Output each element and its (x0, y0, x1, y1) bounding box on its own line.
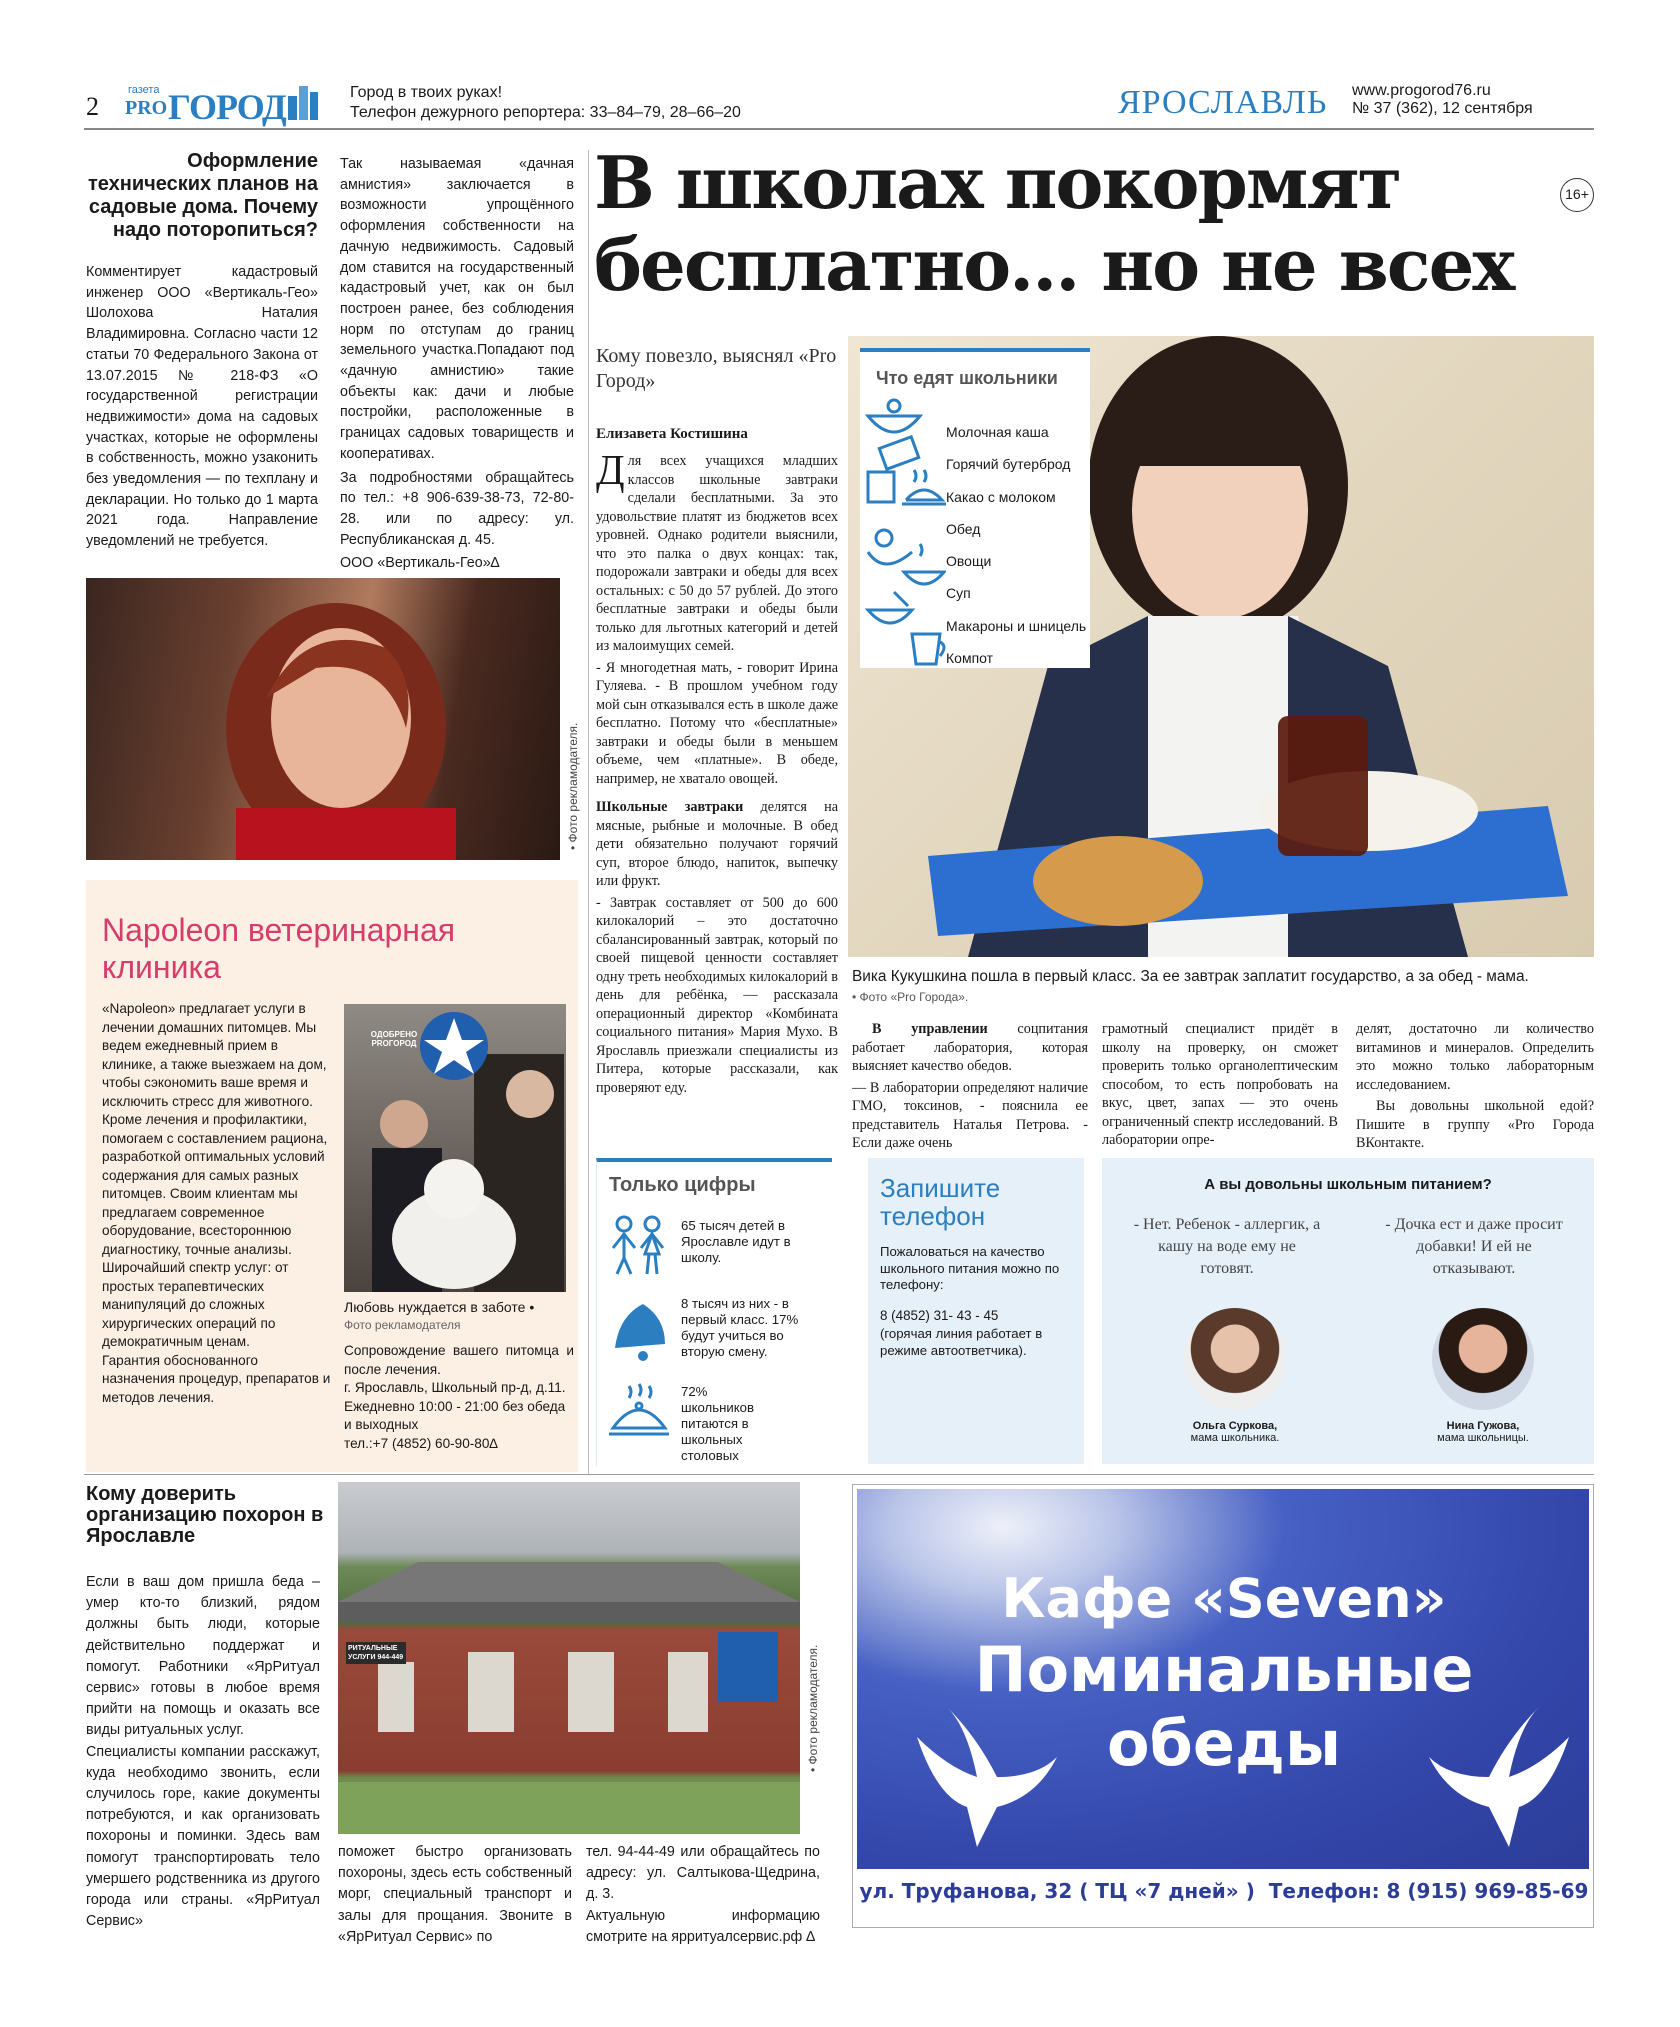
logo-buildings-icon (286, 82, 320, 122)
napoleon-title: Napoleon ветеринарная клиника (102, 912, 456, 985)
tech-plans-article (86, 150, 576, 575)
menu-item: Горячий бутерброд (946, 456, 1071, 473)
tech-plans-col2: Так называемая «дачная амнистия» заключается в возможности упрощённого оформления собственности на дачную недвижимость. Садовый дом ставится на государственный кадастровый учет, как он был построен ранее, без соблюдения норм по отступам до границ земельного участка.Попадают под «дачную амнистию» такие объекты как: дачи и любые постройки, расположенные в границах садовых товариществ и кооперативах. За подробностями обращайтесь по тел.: +8 906-639-38-73, 72-80-28. или по адресу: ул. Республиканская д. 45. ООО «Вертикаль-Гео»∆ (340, 156, 574, 572)
poll-person-1: Ольга Суркова, мама школьника. (1190, 1420, 1280, 1444)
menu-item: Овощи (946, 553, 992, 570)
brick-building-illustration (338, 1482, 800, 1834)
dove-right-icon (1419, 1707, 1579, 1857)
header-website[interactable]: www.progorod76.ru (1352, 82, 1491, 99)
menu-item: Макароны и шницель (946, 617, 1087, 634)
lead-headline: В школах покормят бесплатно... но не всех (594, 140, 1514, 307)
children-icon (607, 1214, 669, 1276)
lead-col2: В управлении соцпитания работает лаборатория, которая выясняет качество обедов. — В лаборатории определяют наличие ГМО, токсинов, - пояснила ее представитель Наталья Петрова. - Если даже очень (852, 1021, 1088, 1151)
dove-left-icon (907, 1707, 1067, 1857)
header-phone: Телефон дежурного репортера: 33–84–79, 28–66–20 (350, 104, 741, 121)
drop-cap: Д (596, 448, 625, 494)
numbers-fact-1: 65 тысяч детей в Ярославле идут в школу. (681, 1218, 791, 1265)
tech-plans-col1: Комментирует кадастровый инженер ООО «Вертикаль-Гео» Шолохова Наталия Владимировна. Согласно части 12 статьи 70 Федерального Закона от 13.07.2015 № 218-ФЗ «О государственной регистрации недвижимости» дома на садовых участках, которые не оформлены в собственность, можно узаконить без уведомления — по техплану и декларации. Но только до 1 марта 2021 года. Направление уведомлений не требуется. (86, 264, 318, 550)
poll-person-2: Нина Гужова, мама школьницы. (1437, 1420, 1529, 1444)
menu-box (860, 348, 1090, 668)
lead-subhead: Кому повезло, выяснял «Pro Город» (596, 345, 837, 392)
menu-item: Суп (946, 585, 971, 602)
phone-box-text: Пожаловаться на качество школьного питания можно по телефону: (880, 1244, 1060, 1292)
header-tagline: Город в твоих руках! (350, 84, 503, 101)
lead-photo-credit: • Фото «Pro Города». (852, 990, 969, 1004)
page-number: 2 (86, 92, 99, 121)
tech-plans-photo (86, 578, 560, 860)
menu-item: Какао с молоком (946, 488, 1056, 505)
napoleon-text: «Napoleon» предлагает услуги в лечении домашних питомцев. Мы ведем ежедневный прием в клинике, а также выезжаем на дом, чтобы сэкономить ваше время и исключить стресс для животного. Кроме лечения и профилактики, помогаем с составлением рациона, разработкой оптимальных условий содержания для самых разных питомцев. Своим клиентам мы предлагаем современное оборудование, всестороннюю диагностику, точные анализы. Широчайший спектр услуг: от простых терапевтических манипуляций до сложных хирургических операций по демократичным ценам. Гарантия обоснованного назначения процедур, препаратов и методов лечения. (102, 1001, 331, 1405)
funeral-photo-credit: • Фото рекламодателя. (806, 1644, 820, 1772)
menu-items-list (946, 416, 1090, 674)
funeral-col2: поможет быстро организовать похороны, здесь есть собственный морг, специальный транспорт и залы для прощания. Звоните в «ЯрРитуал Сервис» по (338, 1844, 572, 1945)
age-rating-badge: 16+ (1560, 178, 1594, 212)
header-city: ЯРОСЛАВЛЬ (1118, 84, 1328, 121)
numbers-fact-2: 8 тысяч из них - в первый класс. 17% будут учиться во вторую смену. (681, 1296, 799, 1359)
poll-answer-2: - Дочка ест и даже просит добавки! И ей не отказывают. (1385, 1216, 1563, 1277)
section-divider (84, 1474, 1594, 1475)
cafe-ad-title: Кафе «Seven» (1001, 1567, 1447, 1630)
cafe-ad-line2: Поминальные (974, 1633, 1474, 1706)
phone-box (868, 1158, 1084, 1464)
funeral-col1: Если в ваш дом пришла беда – умер кто-то близкий, рядом должны быть люди, которые действительно поддержат и помогут. Работники «ЯрРитуал сервис» готовы в любое время прийти на помощь и оказать все виды ритуальных услуг. Специалисты компании расскажут, куда необходимо звонить, если случилось горе, какие документы потребуются, и как организовать похороны и поминки. Здесь вам помогут транспортировать тело умершего родственника из другого города или страны. «ЯрРитуал Сервис» (86, 1574, 320, 1930)
logo: газета PRO ГОРОД (120, 82, 320, 124)
menu-item: Обед (946, 520, 981, 537)
cafe-ad (852, 1484, 1594, 1928)
numbers-fact-3: 72% школьников питаются в школьных столовых (681, 1384, 755, 1463)
napoleon-caption: Любовь нуждается в заботе • Фото рекламодателя (344, 1299, 535, 1332)
poll-box (1102, 1158, 1594, 1464)
napoleon-contacts: Сопровождение вашего питомца и после лечения. г. Ярославль, Школьный пр-д, д.11. Ежедневно 10:00 - 21:00 без обеда и выходных тел.:+7 (4852) 60-90-80∆ (344, 1343, 574, 1451)
menu-box-title: Что едят школьники (876, 368, 1058, 388)
lead-author: Елизавета Костишина (596, 426, 748, 442)
lead-col4: делят, достаточно ли количество витаминов и минералов. Определить это можно только лабораторным исследованием. Вы довольны школьной едой? Пишите в группу «Pro Города ВКонтакте. (1356, 1021, 1594, 1151)
funeral-sign: РИТУАЛЬНЫЕ УСЛУГИ 944-449 (346, 1642, 406, 1664)
funeral-photo (338, 1482, 800, 1834)
poll-question: А вы довольны школьным питанием? (1204, 1176, 1492, 1193)
poll-avatar-2 (1432, 1308, 1534, 1410)
lead-photo-caption: Вика Кукушкина пошла в первый класс. За ее завтрак заплатит государство, а за обед - мама. (852, 968, 1529, 985)
napoleon-badge-label: ОДОБРЕНО PROГОРОД (370, 1030, 418, 1048)
napoleon-ad (86, 880, 578, 1472)
funeral-headline: Кому доверить организацию похорон в Ярославле (86, 1483, 324, 1547)
menu-item: Компот (946, 650, 994, 667)
cafe-ad-line3: обеды (1106, 1707, 1342, 1780)
school-bell-icon (603, 1296, 675, 1362)
poll-avatar-1 (1184, 1308, 1286, 1410)
cloche-icon (607, 1382, 671, 1442)
menu-icons-column (864, 396, 946, 666)
lead-col1: Для всех учащихся младших классов школьные завтраки сделали бесплатными. За это удовольствие платят из бюджетов всех уровней. Однако родители выяснили, что это палка о двух концах: так, подорожали завтраки и обеды для всех остальных: с 50 до 57 рублей. До этого бесплатные завтраки и обеды были только для льготных категорий и детей из малоимущих семей. - Я многодетная мать, - говорит Ирина Гуляева. - В прошлом учебном году мой сын отказывался есть в школе даже бесплатно. Потому что «бесплатные» завтраки и обеды были в меньшем объеме, чем «платные». В обеде, например, не хватало овощей. Школьные завтраки делятся на мясные, рыбные и молочные. В обед дети обязательно получают горячий суп, второе блюдо, напиток, выпечку или фрукт. - Завтрак составляет от 500 до 600 килокалорий – это достаточно сбалансированный завтрак, который по своей пищевой ценности составляет одну треть необходимых килокалорий в день для ребёнка, — рассказала операционный директор «Комбината социального питания» Мария Мухо. В Ярославль приезжали специалисты из Питера, которые рассказали, как проверяют еду. (596, 448, 838, 1096)
column-divider (588, 150, 589, 1475)
header-divider (84, 128, 1594, 130)
page-header (0, 0, 1680, 130)
header-issue: № 37 (362), 12 сентября (1352, 100, 1533, 117)
tech-plans-headline: Оформление технических планов на садовые дома. Почему надо поторопиться? (88, 150, 318, 241)
funeral-col3: тел. 94-44-49 или обращайтесь по адресу: ул. Салтыкова-Щедрина, д. 3. Актуальную информацию смотрите на ярритуалсервис.рф ∆ (586, 1844, 820, 1945)
lead-col3: грамотный специалист придёт в школу на проверку, он сможет проверить только органолептическим способом, то есть попробовать на вкус, цвет, запах — это очень ограниченный спектр исследований. В лаборатории опре- (1102, 1021, 1338, 1148)
woman-portrait-illustration (86, 578, 560, 860)
phone-box-number[interactable]: 8 (4852) 31- 43 - 45 (880, 1308, 999, 1323)
numbers-box (596, 1158, 832, 1466)
menu-item: Молочная каша (946, 424, 1049, 440)
cafe-ad-footer: ул. Труфанова, 32 ( ТЦ «7 дней» ) Телефон: 8 (915) 969-85-69 (859, 1879, 1589, 1903)
phone-box-title: Запишите телефон (880, 1173, 1001, 1231)
tech-plans-photo-credit: • Фото рекламодателя. (566, 722, 580, 850)
phone-box-note: (горячая линия работает в режиме автоответчика). (880, 1326, 1043, 1358)
numbers-box-title: Только цифры (609, 1174, 756, 1196)
poll-answer-1: - Нет. Ребенок - аллергик, а кашу на воде ему не готовят. (1133, 1216, 1321, 1277)
